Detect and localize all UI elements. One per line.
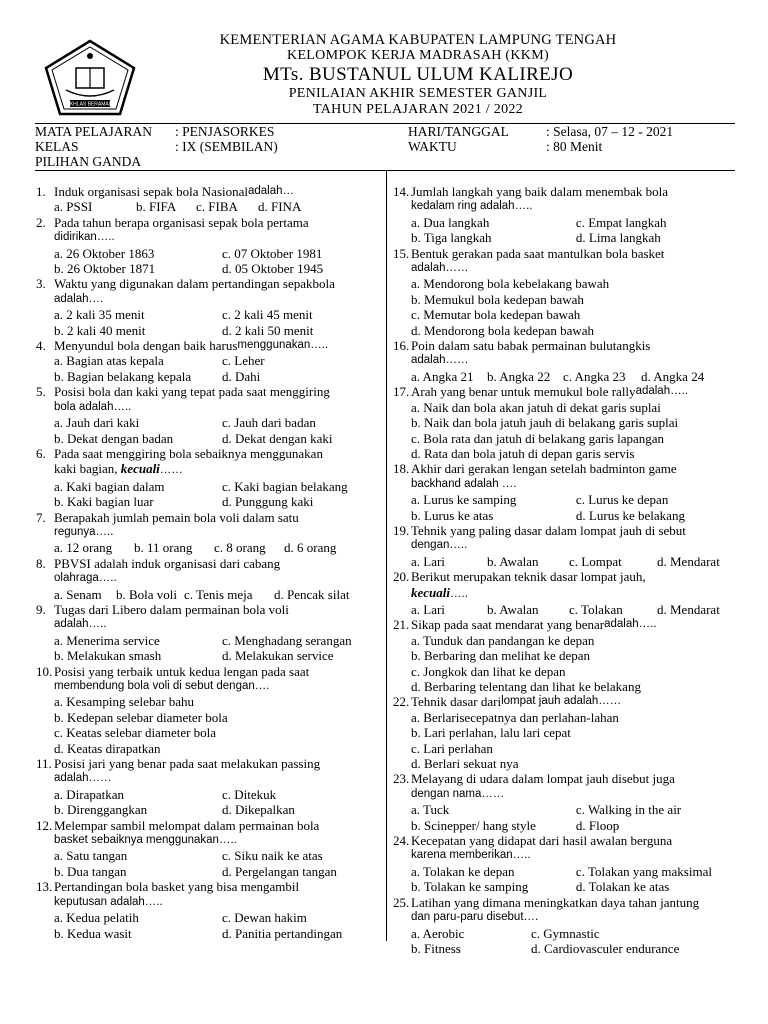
- question-text-continued: dengan…..: [411, 539, 468, 552]
- question-number: 7.: [36, 509, 46, 525]
- answer-option[interactable]: d. Pencak silat: [274, 586, 350, 602]
- question-text: Berapakah jumlah pemain bola voli dalam satu: [54, 509, 299, 525]
- answer-option[interactable]: d. Berlari sekuat nya: [411, 756, 519, 772]
- question-number: 13.: [36, 879, 53, 895]
- question-text-continued: regunya…..: [54, 525, 114, 538]
- logo-text: IKHLAS BERAMAL: [68, 101, 112, 108]
- question-ellipsis: …..: [450, 587, 468, 600]
- class-value: : IX (SEMBILAN): [175, 139, 278, 154]
- answer-option[interactable]: b. Lurus ke atas: [411, 507, 494, 523]
- answer-option[interactable]: b. Direnggangkan: [54, 802, 148, 818]
- answer-option[interactable]: c. Keatas selebar diameter bola: [54, 725, 217, 741]
- exam-title: PENILAIAN AKHIR SEMESTER GANJIL: [288, 86, 548, 101]
- answer-option[interactable]: a. Kedua pelatih: [54, 910, 139, 926]
- question-text: Tugas dari Libero dalam permainan bola voli: [54, 601, 289, 617]
- question-item: [393, 523, 733, 569]
- answer-option[interactable]: b. Scinepper/ hang style: [411, 817, 536, 833]
- academic-year: TAHUN PELAJARAN 2021 / 2022: [313, 102, 523, 117]
- question-text-continued: adalah….: [54, 292, 104, 305]
- question-item: [393, 694, 733, 771]
- answer-option[interactable]: a. Naik dan bola akan jatuh di dekat garis suplai: [411, 399, 661, 415]
- question-text: Pertandingan bola basket yang bisa mengambil: [54, 879, 300, 895]
- question-item: [393, 833, 733, 895]
- question-item: [393, 338, 733, 384]
- question-text-continued: didirikan…..: [54, 231, 115, 244]
- question-text: Melempar sambil melompat dalam permainan bola: [54, 817, 320, 833]
- question-text: Posisi yang terbaik untuk kedua lengan pada saat: [54, 663, 310, 679]
- question-number: 8.: [36, 555, 46, 571]
- answer-option[interactable]: d. Panitia pertandingan: [222, 925, 343, 941]
- question-text: Melayang di udara dalam lompat jauh disebut juga: [411, 771, 675, 787]
- answer-option[interactable]: c. Walking in the air: [575, 802, 682, 818]
- answer-option[interactable]: a. Menerima service: [54, 632, 160, 648]
- subject-label: MATA PELAJARAN: [35, 124, 153, 139]
- question-text-continued: kedalam ring adalah…..: [411, 200, 533, 213]
- question-text-continued: adalah……: [411, 354, 469, 367]
- question-item: [393, 384, 733, 461]
- question-text: Tehnik yang paling dasar dalam lompat jauh di sebut: [411, 522, 686, 538]
- letterhead: [140, 32, 696, 118]
- question-text-tail: menggunakan…..: [237, 339, 329, 352]
- question-number: 18.: [393, 461, 410, 477]
- question-number: 3.: [36, 276, 46, 292]
- answer-option[interactable]: a. Tunduk dan pandangan ke depan: [411, 632, 595, 648]
- question-text-tail: adalah…..: [604, 618, 657, 631]
- answer-option[interactable]: d. Tolakan ke atas: [575, 879, 670, 895]
- question-item: [393, 569, 733, 617]
- answer-option[interactable]: a. Satu tangan: [54, 848, 128, 864]
- answer-option[interactable]: b. Kedepan selebar diameter bola: [54, 709, 228, 725]
- question-number: 21.: [393, 617, 410, 633]
- answer-option[interactable]: c. Lompat: [569, 553, 622, 569]
- question-item: [393, 617, 733, 694]
- answer-option[interactable]: c. Ditekuk: [222, 786, 277, 802]
- answer-option[interactable]: c. Memutar bola kedepan bawah: [411, 307, 581, 323]
- answer-option[interactable]: c. Lari perlahan: [411, 740, 493, 756]
- answer-option[interactable]: a. PSSI: [54, 199, 93, 215]
- question-number: 14.: [393, 184, 410, 199]
- answer-option[interactable]: d. Pergelangan tangan: [222, 863, 337, 879]
- section-label: PILIHAN GANDA: [35, 154, 142, 169]
- answer-option[interactable]: c. Bola rata dan jatuh di belakang garis lapangan: [411, 430, 665, 446]
- answer-option[interactable]: c. Dewan hakim: [222, 910, 307, 926]
- day-value: : Selasa, 07 – 12 - 2021: [546, 124, 674, 139]
- answer-option[interactable]: b. Dekat dengan badan: [54, 430, 174, 446]
- question-text: Posisi jari yang benar pada saat melakukan passing: [54, 756, 321, 772]
- time-value: : 80 Menit: [546, 139, 603, 154]
- answer-option[interactable]: d. Keatas dirapatkan: [54, 740, 161, 756]
- question-item: [36, 384, 382, 446]
- question-number: 11.: [36, 756, 52, 772]
- question-item: [36, 446, 382, 510]
- answer-option[interactable]: a. Aerobic: [411, 925, 465, 941]
- question-number: 16.: [393, 338, 410, 354]
- question-item: [393, 895, 733, 957]
- answer-option[interactable]: d. Lurus ke belakang: [575, 507, 685, 523]
- answer-option[interactable]: c. Angka 23: [563, 368, 626, 384]
- answer-option[interactable]: c. Menghadang serangan: [222, 632, 352, 648]
- answer-option[interactable]: a. Bagian atas kepala: [54, 353, 164, 369]
- question-item: [36, 276, 382, 338]
- day-label: HARI/TANGGAL: [408, 124, 509, 139]
- answer-option[interactable]: a. Jauh dari kaki: [54, 415, 140, 431]
- question-number: 15.: [393, 245, 410, 261]
- question-text-continued: adalah…..: [54, 618, 107, 631]
- question-text-continued: basket sebaiknya menggunakan…..: [54, 834, 237, 847]
- question-item: [36, 338, 382, 384]
- time-label: WAKTU: [408, 139, 457, 154]
- answer-option[interactable]: c. Tolakan: [569, 601, 623, 617]
- question-number: 25.: [393, 894, 410, 910]
- answer-option[interactable]: c. 07 Oktober 1981: [222, 245, 323, 261]
- question-item: [393, 771, 733, 833]
- question-text: Bentuk gerakan pada saat mantulkan bola basket: [411, 245, 665, 261]
- answer-option[interactable]: d. Angka 24: [641, 368, 705, 384]
- exception-word: kecuali: [411, 584, 450, 600]
- question-number: 5.: [36, 384, 46, 400]
- answer-option[interactable]: b. Dua tangan: [54, 863, 127, 879]
- question-text-continued: dan paru-paru disebut….: [411, 911, 539, 924]
- answer-option[interactable]: a. Lurus ke samping: [411, 492, 517, 508]
- answer-option[interactable]: b. Lari perlahan, lalu lari cepat: [411, 725, 571, 741]
- question-text-continued: karena memberikan…..: [411, 849, 531, 862]
- answer-option[interactable]: c. 8 orang: [214, 540, 266, 556]
- question-text-continued: backhand adalah ….: [411, 477, 517, 490]
- answer-option[interactable]: d. 6 orang: [284, 540, 337, 556]
- question-number: 17.: [393, 384, 410, 400]
- question-item: [36, 879, 382, 941]
- question-item: [393, 246, 733, 338]
- question-item: [36, 184, 382, 215]
- questions-left-column: [36, 184, 382, 941]
- answer-option[interactable]: d. Mendarat: [657, 601, 720, 617]
- answer-option[interactable]: c. 2 kali 45 menit: [222, 307, 313, 323]
- question-text: Induk organisasi sepak bola Nasional: [54, 184, 248, 199]
- answer-option[interactable]: b. Melakukan smash: [54, 648, 162, 664]
- question-number: 22.: [393, 694, 410, 710]
- answer-option[interactable]: c. Lurus ke depan: [575, 492, 669, 508]
- question-number: 24.: [393, 833, 410, 849]
- question-text: Poin dalam satu babak permainan bulutangkis: [411, 338, 651, 354]
- logo-star: [87, 53, 93, 59]
- question-item: [36, 510, 382, 556]
- answer-option[interactable]: b. 26 Oktober 1871: [54, 261, 156, 277]
- question-text: Akhir dari gerakan lengan setelah badminton game: [411, 461, 677, 477]
- question-number: 10.: [36, 663, 53, 679]
- answer-option[interactable]: c. Siku naik ke atas: [222, 848, 323, 864]
- question-number: 9.: [36, 601, 46, 617]
- answer-option[interactable]: a. Angka 21: [411, 368, 474, 384]
- answer-option[interactable]: a. Tolakan ke depan: [411, 863, 515, 879]
- question-text: Waktu yang digunakan dalam pertandingan sepakbola: [54, 276, 335, 292]
- answer-option[interactable]: c. Jauh dari badan: [222, 415, 316, 431]
- answer-option[interactable]: b. Fitness: [411, 940, 461, 956]
- question-text-continued: [393, 585, 733, 602]
- question-number: 20.: [393, 569, 410, 585]
- answer-option[interactable]: d. Melakukan service: [222, 648, 334, 664]
- answer-option[interactable]: d. Punggung kaki: [222, 494, 314, 510]
- ministry-logo: [42, 38, 138, 118]
- answer-option[interactable]: d. Dekat dengan kaki: [222, 430, 333, 446]
- question-text: Menyundul bola dengan baik harus: [54, 338, 238, 354]
- question-item: [36, 602, 382, 664]
- answer-option[interactable]: c. Gymnastic: [531, 925, 600, 941]
- question-number: 6.: [36, 445, 46, 461]
- answer-option[interactable]: a. 26 Oktober 1863: [54, 245, 155, 261]
- answer-option[interactable]: b. Naik dan bola jatuh jauh di belakang garis suplai: [411, 415, 679, 431]
- answer-option[interactable]: b. Tolakan ke samping: [411, 879, 529, 895]
- subject-value: : PENJASORKES: [175, 124, 275, 139]
- question-text-tail: adalah…: [248, 185, 295, 197]
- answer-option[interactable]: a. Tuck: [411, 802, 450, 818]
- question-text: Sikap pada saat mendarat yang benar: [411, 617, 605, 633]
- question-text-continued: bola adalah…..: [54, 400, 132, 413]
- question-item: [393, 184, 733, 246]
- answer-option[interactable]: b. 2 kali 40 menit: [54, 322, 146, 338]
- question-text-part: kaki bagian,: [54, 461, 121, 477]
- answer-option[interactable]: a. Mendorong bola kebelakang bawah: [411, 276, 610, 292]
- question-text-continued: olahraga…..: [54, 572, 117, 585]
- answer-option[interactable]: a. 2 kali 35 menit: [54, 307, 145, 323]
- answer-option[interactable]: b. Tiga langkah: [411, 230, 492, 246]
- answer-option[interactable]: a. 12 orang: [54, 540, 113, 556]
- question-text: Berikut merupakan teknik dasar lompat jauh,: [411, 569, 646, 585]
- question-ellipsis: ……: [159, 464, 183, 477]
- answer-option[interactable]: c. Kaki bagian belakang: [222, 478, 348, 494]
- question-item: [393, 461, 733, 523]
- column-divider: [386, 171, 387, 941]
- question-text-continued: [36, 461, 382, 478]
- meta-divider: [35, 170, 735, 171]
- question-text-continued: dengan nama……: [411, 787, 505, 800]
- question-text-continued: keputusan adalah…..: [54, 895, 163, 908]
- question-text-continued: adalah……: [411, 262, 469, 275]
- answer-option[interactable]: d. 05 Oktober 1945: [222, 261, 324, 277]
- question-text: Tehnik dasar dari: [411, 694, 502, 710]
- question-text: PBVSI adalah induk organisasi dari cabang: [54, 555, 281, 571]
- answer-option[interactable]: b. Berbaring dan melihat ke depan: [411, 648, 591, 664]
- answer-option[interactable]: d. 2 kali 50 menit: [222, 322, 314, 338]
- question-text: Pada tahun berapa organisasi sepak bola pertama: [54, 214, 309, 230]
- question-text: Posisi bola dan kaki yang tepat pada saat menggiring: [54, 384, 330, 400]
- question-item: [36, 664, 382, 756]
- answer-option[interactable]: d. FINA: [258, 199, 302, 215]
- answer-option[interactable]: c. Jongkok dan lihat ke depan: [411, 663, 566, 679]
- answer-option[interactable]: c. Tenis meja: [184, 586, 253, 602]
- question-text: Arah yang benar untuk memukul bole rally: [411, 384, 636, 400]
- answer-option[interactable]: d. Dahi: [222, 368, 261, 384]
- answer-option[interactable]: a. Lari: [411, 601, 445, 617]
- answer-option[interactable]: d. Mendorong bola kedepan bawah: [411, 322, 595, 338]
- working-group: KELOMPOK KERJA MADRASAH (KKM): [287, 48, 549, 63]
- answer-option[interactable]: d. Cardiovasculer endurance: [531, 940, 680, 956]
- answer-option[interactable]: d. Lima langkah: [575, 230, 661, 246]
- answer-option[interactable]: a. Senam: [54, 586, 102, 602]
- answer-option[interactable]: c. Leher: [222, 353, 265, 369]
- answer-option[interactable]: b. Bola voli: [116, 586, 178, 602]
- question-item: [36, 756, 382, 818]
- answer-option[interactable]: a. Berlarisecepatnya dan perlahan-lahan: [411, 709, 619, 725]
- class-label: KELAS: [35, 139, 79, 154]
- question-text-continued: membendung bola voli di sebut dengan….: [54, 680, 270, 692]
- answer-option[interactable]: c. FIBA: [196, 199, 238, 215]
- answer-option[interactable]: b. Kedua wasit: [54, 925, 132, 941]
- question-text: Kecepatan yang didapat dari hasil awalan berguna: [411, 833, 673, 849]
- answer-option[interactable]: d. Dikepalkan: [222, 802, 295, 818]
- answer-option[interactable]: b. Angka 22: [487, 368, 551, 384]
- exception-word: kecuali: [120, 461, 160, 477]
- question-number: 23.: [393, 771, 410, 787]
- ministry-name: KEMENTERIAN AGAMA KABUPATEN LAMPUNG TENGAH: [219, 32, 617, 48]
- answer-option[interactable]: a. Dirapatkan: [54, 786, 125, 802]
- questions-right-column: [393, 184, 733, 956]
- question-text-tail: adalah…..: [635, 385, 688, 398]
- answer-option[interactable]: b. Awalan: [487, 601, 539, 617]
- answer-option[interactable]: d. Floop: [575, 817, 620, 833]
- answer-option[interactable]: c. Empat langkah: [575, 214, 667, 230]
- answer-option[interactable]: b. FIFA: [136, 199, 177, 215]
- answer-option[interactable]: a. Lari: [411, 553, 445, 569]
- question-text: Latihan yang dimana meningkatkan daya tahan jantung: [411, 894, 700, 910]
- answer-option[interactable]: a. Kesamping selebar bahu: [54, 694, 195, 710]
- answer-option[interactable]: d. Mendarat: [657, 553, 720, 569]
- answer-option[interactable]: d. Berbaring telentang dan lihat ke belakang: [411, 679, 641, 694]
- answer-option[interactable]: c. Tolakan yang maksimal: [575, 863, 712, 879]
- question-number: 2.: [36, 214, 46, 230]
- question-item: [36, 818, 382, 880]
- question-text: Pada saat menggiring bola sebaiknya menggunakan: [54, 445, 323, 461]
- answer-option[interactable]: b. Kaki bagian luar: [54, 494, 154, 510]
- question-number: 1.: [36, 184, 46, 199]
- question-text: Jumlah langkah yang baik dalam menembak bola: [411, 184, 669, 199]
- answer-option[interactable]: b. Memukul bola kedepan bawah: [411, 291, 584, 307]
- question-text-tail: lompat jauh adalah……: [501, 695, 622, 708]
- answer-option[interactable]: d. Rata dan bola jatuh di depan garis servis: [411, 445, 635, 461]
- question-item: [36, 556, 382, 602]
- answer-option[interactable]: b. 11 orang: [134, 540, 193, 556]
- question-item: [36, 215, 382, 277]
- question-number: 12.: [36, 817, 53, 833]
- school-name: MTs. BUSTANUL ULUM KALIREJO: [262, 64, 574, 85]
- answer-option[interactable]: a. Dua langkah: [411, 214, 490, 230]
- answer-option[interactable]: b. Bagian belakang kepala: [54, 368, 192, 384]
- answer-option[interactable]: b. Awalan: [487, 553, 539, 569]
- question-number: 19.: [393, 522, 410, 538]
- question-text-continued: adalah……: [54, 772, 112, 785]
- question-number: 4.: [36, 338, 46, 354]
- answer-option[interactable]: a. Kaki bagian dalam: [54, 478, 165, 494]
